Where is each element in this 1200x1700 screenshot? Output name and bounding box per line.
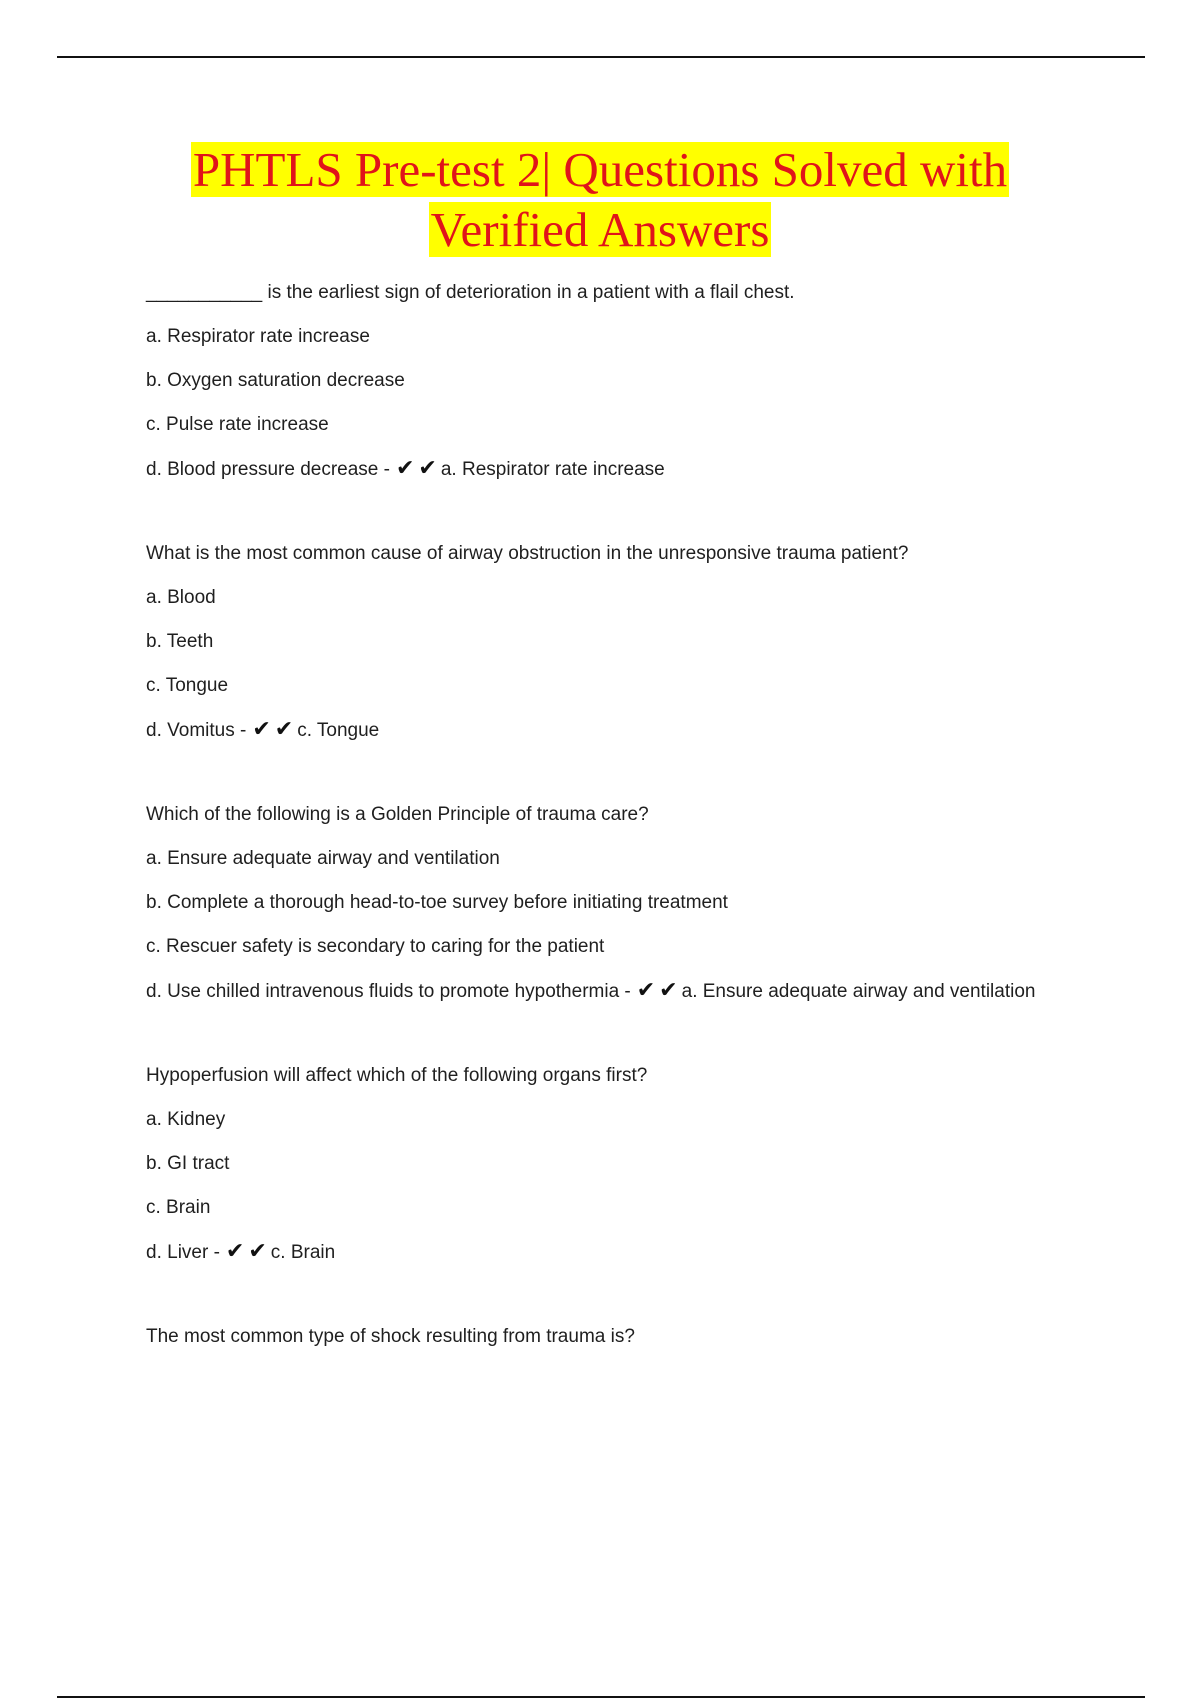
answer: a. Ensure adequate airway and ventilation (681, 981, 1036, 1002)
option-d: d. Vomitus - (146, 720, 247, 741)
option-c: c. Tongue (146, 675, 229, 696)
question-1 (146, 281, 1046, 482)
answer: c. Brain (270, 1242, 336, 1263)
double-check-icon: ✔✔ (636, 978, 682, 1003)
option-c: c. Pulse rate increase (146, 414, 329, 435)
option-d: d. Blood pressure decrease - (146, 459, 390, 480)
option-d: d. Liver - (146, 1242, 220, 1263)
option-b: b. Oxygen saturation decrease (146, 370, 405, 391)
question-text: Which of the following is a Golden Principle of trauma care? (146, 804, 649, 825)
option-d: d. Use chilled intravenous fluids to promote hypothermia - (146, 981, 631, 1002)
question-4 (146, 1064, 1046, 1265)
option-d-with-answer (146, 457, 1046, 482)
option-d-with-answer (146, 718, 1046, 743)
title-line-1: PHTLS Pre-test 2| Questions Solved with (192, 142, 1008, 197)
option-b: b. Complete a thorough head-to-toe survey before initiating treatment (146, 892, 728, 913)
question-text: ___________ is the earliest sign of deterioration in a patient with a flail chest. (146, 282, 795, 303)
double-check-icon: ✔✔ (395, 456, 441, 481)
page-top-rule (57, 56, 1145, 58)
option-a: a. Kidney (146, 1109, 226, 1130)
question-text: The most common type of shock resulting from trauma is? (146, 1326, 635, 1347)
answer: a. Respirator rate increase (440, 459, 665, 480)
option-a: a. Respirator rate increase (146, 326, 370, 347)
question-text: Hypoperfusion will affect which of the following organs first? (146, 1065, 648, 1086)
question-text: What is the most common cause of airway obstruction in the unresponsive trauma patient? (146, 543, 909, 564)
document-title (0, 140, 1200, 260)
answer: c. Tongue (297, 720, 380, 741)
page-bottom-rule (57, 1696, 1145, 1698)
title-line-2: Verified Answers (430, 202, 770, 257)
question-3 (146, 803, 1046, 1004)
option-c: c. Brain (146, 1197, 211, 1218)
option-d-with-answer (146, 1240, 1046, 1265)
option-b: b. GI tract (146, 1153, 230, 1174)
double-check-icon: ✔✔ (225, 1239, 271, 1264)
question-5 (146, 1325, 1046, 1349)
option-d-with-answer (146, 979, 1046, 1004)
option-b: b. Teeth (146, 631, 214, 652)
question-2 (146, 542, 1046, 743)
option-a: a. Blood (146, 587, 216, 608)
option-c: c. Rescuer safety is secondary to caring for the patient (146, 936, 605, 957)
double-check-icon: ✔✔ (252, 717, 298, 742)
option-a: a. Ensure adequate airway and ventilation (146, 848, 500, 869)
question-list (146, 281, 1046, 1409)
